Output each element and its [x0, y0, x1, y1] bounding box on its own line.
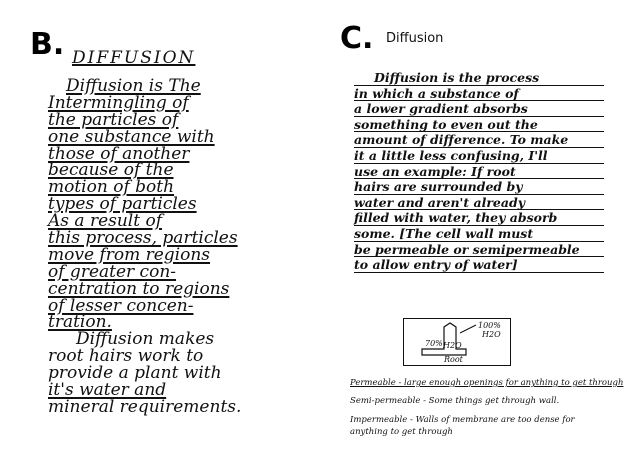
panel-c-line: amount of difference. To make: [354, 132, 604, 148]
panel-b-line: Diffusion is The: [66, 76, 201, 96]
root-diagram: [403, 318, 511, 366]
definition-permeable: Permeable - large enough openings for anything to get through: [350, 378, 624, 388]
panel-b-line: As a result of: [48, 211, 163, 232]
panel-c: [320, 0, 640, 465]
panel-c-line: some. [The cell wall must: [354, 226, 604, 242]
panel-c-text-block: [354, 70, 604, 273]
panel-b-letter: B.: [30, 27, 65, 62]
outside-water-label: 100%: [478, 321, 501, 330]
panel-c-line: it a little less confusing, I'll: [354, 148, 604, 164]
outside-water-sub: H2O: [482, 330, 501, 339]
panel-c-letter: C.: [340, 21, 374, 56]
panel-b-line: root hairs work to: [48, 346, 204, 367]
panel-b-line: it's water and: [48, 380, 167, 401]
panel-b-line: one substance with: [48, 126, 215, 147]
panel-c-line: use an example: If root: [354, 164, 604, 180]
panel-b-text-block: [48, 78, 300, 416]
panel-b-line: of greater con-: [48, 261, 177, 282]
panel-b-line: because of the: [48, 160, 174, 181]
panel-b-line: those of another: [48, 143, 190, 164]
pointer-arrow: [460, 325, 476, 333]
panel-c-line: be permeable or semipermeable: [354, 242, 604, 258]
inside-water-label: 70%: [425, 339, 443, 348]
panel-b-line: of lesser concen-: [48, 295, 194, 316]
panel-b-line: provide a plant with: [48, 363, 222, 384]
panel-c-line: hairs are surrounded by: [354, 179, 604, 195]
panel-c-line: water and aren't already: [354, 195, 604, 211]
panel-c-line: a lower gradient absorbs: [354, 101, 604, 117]
panel-b-line: mineral requirements.: [48, 396, 242, 417]
panel-c-line: something to even out the: [354, 117, 604, 133]
root-caption: Root: [444, 355, 463, 364]
panel-c-line: to allow entry of water]: [354, 257, 604, 273]
inside-water-sub: H2O: [443, 341, 462, 350]
definition-impermeable: Impermeable - Walls of membrane are too dense for: [350, 415, 575, 425]
panel-c-heading: Diffusion: [386, 31, 444, 46]
panel-b-line: motion of both: [48, 177, 175, 198]
panel-b-line: the particles of: [48, 109, 179, 130]
permeability-definitions: [350, 378, 630, 438]
panel-b-line: types of particles: [48, 194, 197, 215]
panel-b-line: Diffusion makes: [76, 329, 215, 350]
definition-semi-permeable: Semi-permeable - Some things get through wall.: [350, 395, 560, 406]
panel-b-line: Intermingling of: [48, 92, 189, 113]
panel-b-line: move from regions: [48, 244, 211, 265]
panel-c-line: in which a substance of: [354, 86, 604, 102]
panel-b-line: tration.: [48, 312, 112, 333]
panel-b-line: centration to regions: [48, 278, 230, 299]
panel-c-line: filled with water, they absorb: [354, 210, 604, 226]
panel-b-title: DIFFUSION: [72, 48, 196, 68]
panel-b-line: this process, particles: [48, 228, 238, 249]
panel-c-line: Diffusion is the process: [354, 70, 604, 86]
definition-impermeable-cont: anything to get through: [350, 426, 453, 437]
